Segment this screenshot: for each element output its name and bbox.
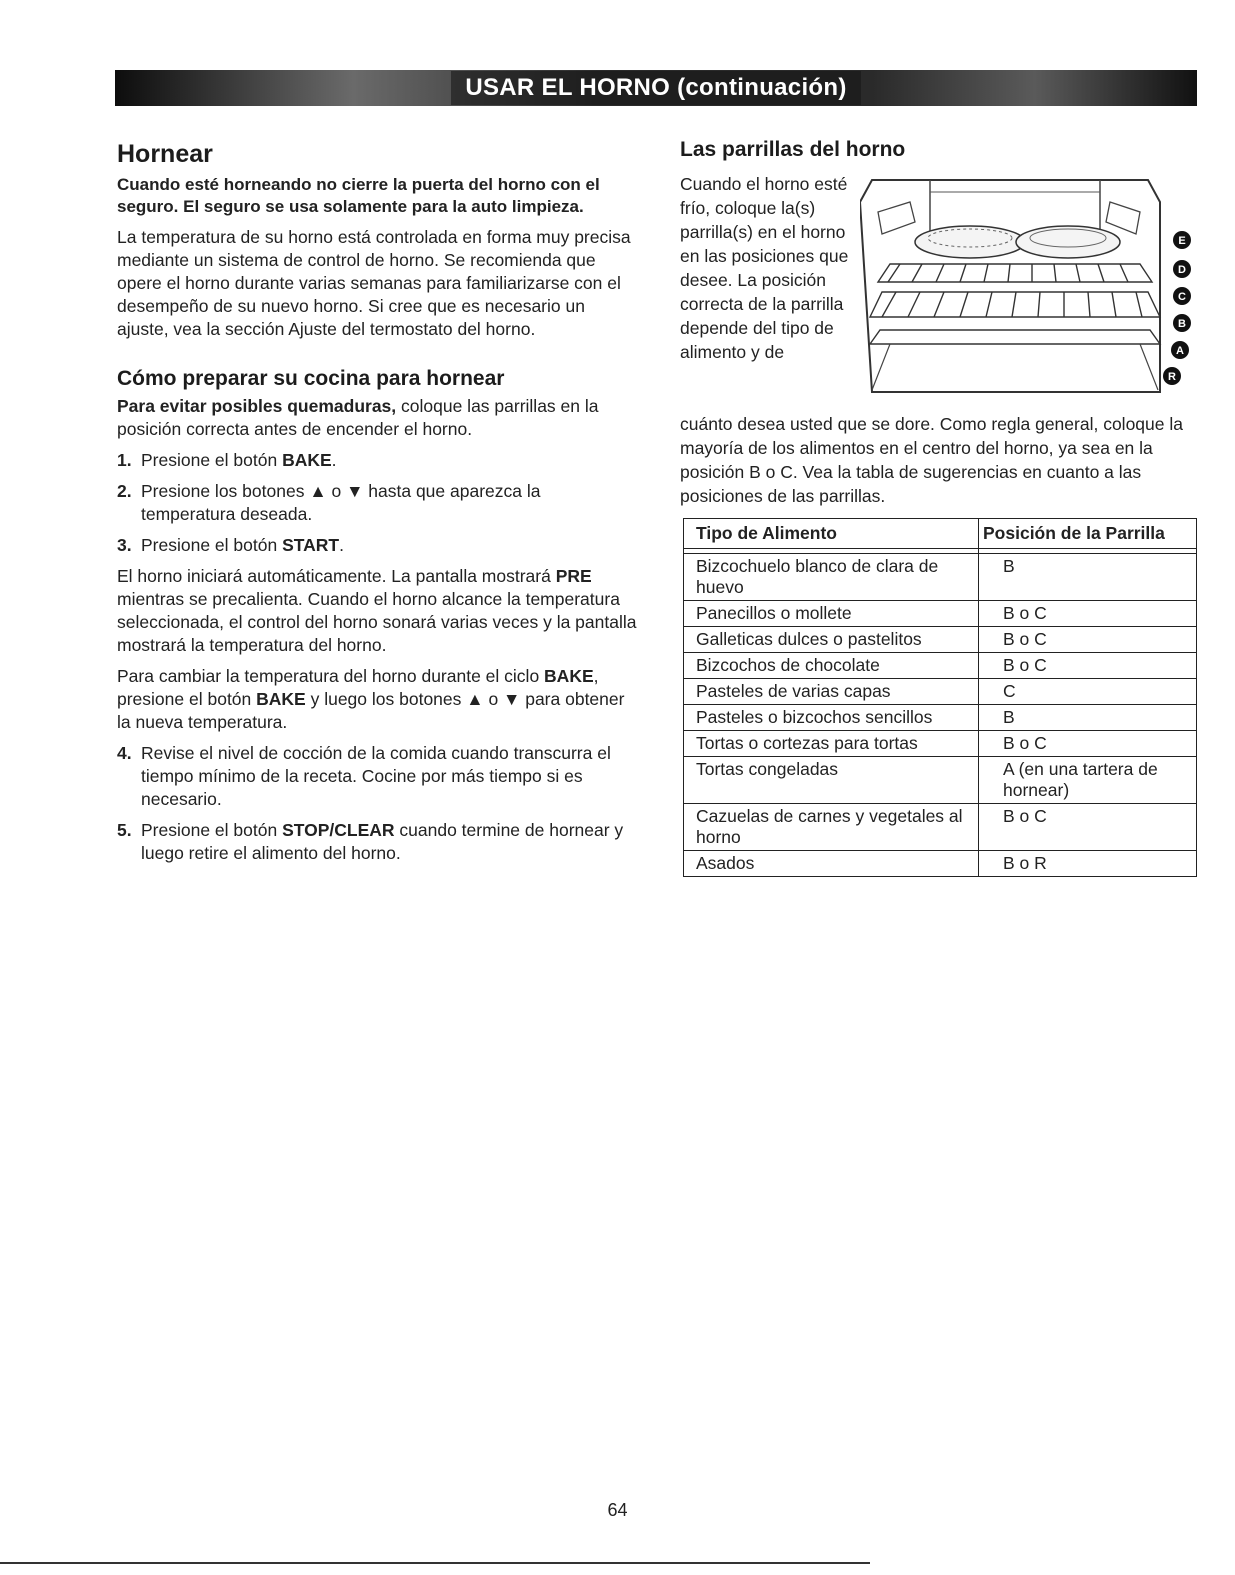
table-header-food-type: Tipo de Alimento: [684, 519, 979, 549]
table-cell-position: B o C: [979, 804, 1197, 851]
step-item: 3. Presione el botón START.: [117, 535, 344, 555]
rack-position-badges: [1160, 226, 1192, 396]
table-cell-position: B o C: [979, 601, 1197, 627]
rack-badge-d-icon: [1173, 260, 1191, 278]
rack-badge-e-icon: [1173, 231, 1191, 249]
table-cell-food: Bizcochuelo blanco de clara de huevo: [684, 554, 979, 601]
table-row: [684, 804, 1197, 851]
table-cell-food: Panecillos o mollete: [684, 601, 979, 627]
pie-right: [1016, 226, 1120, 258]
rack-badge-r-icon: [1163, 367, 1181, 385]
rack-badge-label: E: [1178, 235, 1186, 247]
table-row: [684, 627, 1197, 653]
table-cell-position: B: [979, 554, 1197, 601]
table-cell-position: B o C: [979, 731, 1197, 757]
table-cell-position: B: [979, 705, 1197, 731]
table-cell-position: C: [979, 679, 1197, 705]
section-title-parrillas: Las parrillas del horno: [680, 138, 906, 161]
table-cell-position: B o C: [979, 627, 1197, 653]
left-lamp: [878, 202, 915, 234]
lower-rack: [870, 330, 1160, 344]
section-title-cocina: Cómo preparar su cocina para hornear: [117, 367, 505, 390]
table-cell-position: B o C: [979, 653, 1197, 679]
table-row: [684, 554, 1197, 601]
warning-text: Cuando esté horneando no cierre la puerta del horno con el seguro. El seguro se usa solamente para la auto limpieza.: [117, 175, 600, 216]
lead-paragraph: Para evitar posibles quemaduras, coloque las parrillas en la posición correcta antes de encender el horno.: [117, 396, 599, 439]
table-cell-position: A (en una tartera de hornear): [979, 757, 1197, 804]
steps-list-2: [117, 742, 637, 865]
step-item: 5. Presione el botón STOP/CLEAR cuando termine de hornear y luego retire el alimento del horno.: [117, 820, 624, 863]
table-row: [684, 731, 1197, 757]
right-column: [680, 138, 1200, 506]
change-temp-paragraph: Para cambiar la temperatura del horno durante el ciclo BAKE, presione el botón BAKE y luego los botones ▲ o ▼ para obtener la nueva temperatura.: [117, 666, 625, 732]
preheat-paragraph: El horno iniciará automáticamente. La pantalla mostrará PRE mientras se precalienta. Cuando el horno alcance la temperatura seleccionada, el control del horno sonará varias veces y la pantalla mostrará la temperatura del horno.: [117, 566, 637, 655]
upper-rack: [878, 264, 1152, 282]
oven-rack-illustration: [860, 172, 1180, 402]
pie-left: [915, 226, 1025, 258]
page-number: 64: [607, 1500, 628, 1520]
step-item: 2. Presione los botones ▲ o ▼ hasta que aparezca la temperatura deseada.: [117, 481, 541, 524]
rack-badge-c-icon: [1173, 287, 1191, 305]
table-cell-food: Pasteles de varias capas: [684, 679, 979, 705]
rack-badge-label: A: [1176, 345, 1184, 357]
table-cell-food: Asados: [684, 851, 979, 877]
section-title-hornear: Hornear: [117, 140, 213, 168]
step-item: 4. Revise el nivel de cocción de la comida cuando transcurra el tiempo mínimo de la receta. Cocine por más tiempo si es necesario.: [117, 743, 611, 809]
steps-list-1: [117, 449, 637, 557]
rack-text-continued: cuánto desea usted que se dore. Como regla general, coloque la mayoría de los alimentos en el centro del horno, ya sea en la posición B o C. Vea la tabla de sugerencias en cuanto a las posiciones de las parrillas.: [680, 414, 1183, 506]
table-cell-food: Tortas congeladas: [684, 757, 979, 804]
table-cell-food: Bizcochos de chocolate: [684, 653, 979, 679]
table-row: [684, 653, 1197, 679]
table-row: [684, 851, 1197, 877]
table-cell-food: Pasteles o bizcochos sencillos: [684, 705, 979, 731]
rack-position-table: [683, 518, 1197, 877]
intro-paragraph: La temperatura de su horno está controlada en forma muy precisa mediante un sistema de control de horno. Se recomienda que opere el horno durante varias semanas para familiarizarse con el desempeño de su nuevo horno. Si cree que es necesario un ajuste, vea la sección Ajuste del termostato del horno.: [117, 227, 631, 339]
page-banner: [115, 70, 1197, 106]
footer-rule: [0, 1562, 870, 1564]
rack-badge-a-icon: [1171, 341, 1189, 359]
rack-badge-label: C: [1178, 291, 1186, 303]
left-column: [117, 140, 637, 873]
table-row: [684, 757, 1197, 804]
table-cell-position: B o R: [979, 851, 1197, 877]
table-cell-food: Cazuelas de carnes y vegetales al horno: [684, 804, 979, 851]
middle-rack: [870, 292, 1160, 317]
step-item: 1. Presione el botón BAKE.: [117, 450, 337, 470]
table-row: [684, 705, 1197, 731]
table-header-row: [684, 519, 1197, 549]
banner-title: USAR EL HORNO (continuación): [451, 71, 860, 105]
table-cell-food: Tortas o cortezas para tortas: [684, 731, 979, 757]
table-row: [684, 601, 1197, 627]
right-lamp: [1106, 202, 1140, 234]
rack-badge-b-icon: [1173, 314, 1191, 332]
oven-outline: [860, 180, 1160, 392]
table-header-rack-position: Posición de la Parrilla: [979, 519, 1197, 549]
rack-text-side: Cuando el horno esté frío, coloque la(s) parrilla(s) en el horno en las posiciones que desee. La posición correcta de la parrilla depende del tipo de alimento y de: [680, 174, 849, 362]
rack-badge-label: B: [1178, 318, 1186, 330]
table-cell-food: Galleticas dulces o pastelitos: [684, 627, 979, 653]
table-row: [684, 679, 1197, 705]
rack-badge-label: R: [1168, 371, 1176, 383]
rack-badge-label: D: [1178, 264, 1186, 276]
